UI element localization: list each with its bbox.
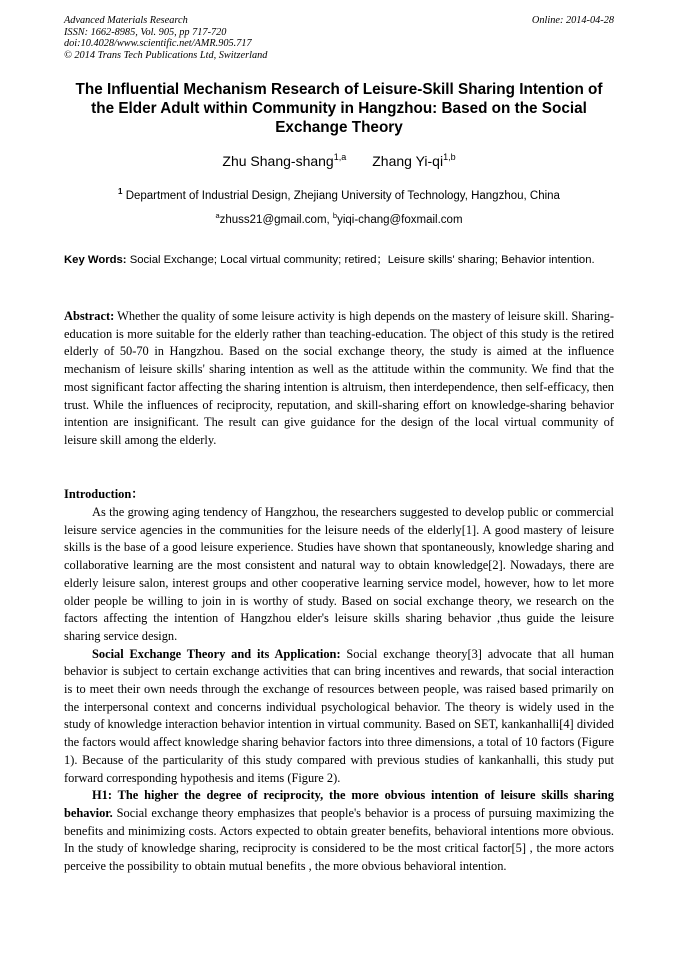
email-b: yiqi-chang@foxmail.com — [337, 214, 463, 226]
author-list — [64, 152, 614, 170]
copyright-line: © 2014 Trans Tech Publications Ltd, Switzerland — [64, 49, 268, 61]
abstract — [64, 308, 614, 450]
paragraph-lead: Social Exchange Theory and its Application: — [92, 646, 341, 661]
introduction-body — [64, 504, 614, 876]
keywords — [64, 252, 614, 269]
paragraph-text: Social exchange theory[3] advocate that all human behavior is subject to certain exchange activities that can bring incentives and rewards, that social interaction is to meet their own needs through the exchange of resources between people, was raised based primarily on the interpersonal context and concerns individual psychological behavior. The theory is widely used in the study of knowledge interaction behavior intention in virtual community. Based on SET, kankanhalli[4] divided the factors would affect knowledge sharing behavior factors into three dimensions, a total of 10 factors (Figure 1). Because of the particularity of this study compared with previous studies of kankanhalli, this study put forward corresponding hypothesis and items (Figure 2). — [64, 646, 614, 785]
keywords-label: Key Words: — [64, 254, 127, 266]
paragraph: As the growing aging tendency of Hangzhou, the researchers suggested to develop public or commercial leisure service agencies in the communities for the leisure needs of the elderly[1]. A good mastery of leisure skills is the base of a good leisure experience. Studies have shown that spontaneously, knowledge sharing and collaborative learning are the most consistent and natural way to obtain knowledge[2]. Nowadays, there are elderly leisure salon, interest groups and other cooperative learning service model, however, how to let more older people be willing to join in is worthy of study. Based on social exchange theory, we research on the factors affecting the intention of Hangzhou elder's leisure skills sharing behavior ,thus guide the leisure sharing service design. — [64, 505, 614, 643]
journal-name: Advanced Materials Research — [64, 15, 188, 26]
affiliation — [64, 189, 614, 204]
author-affil-mark: 1,a — [333, 152, 347, 162]
paragraph — [64, 646, 614, 788]
author-affil-mark: 1,b — [443, 152, 456, 162]
section-heading-introduction: Introduction： — [64, 487, 144, 501]
doi-line: doi:10.4028/www.scientific.net/AMR.905.717 — [64, 38, 252, 50]
keywords-text: Social Exchange; Local virtual community; retired；Leisure skills' sharing; Behavior intention. — [126, 254, 595, 266]
paragraph — [64, 787, 614, 876]
paper-title: The Influential Mechanism Research of Leisure-Skill Sharing Intention of the Elder Adult within Community in Hangzhou: Based on the Social Exchange Theory — [75, 81, 603, 136]
online-date: Online: 2014-04-28 — [531, 15, 614, 26]
email-mark: b — [332, 211, 338, 220]
abstract-label: Abstract: — [64, 309, 115, 323]
author-name: Zhu Shang-shang — [222, 153, 334, 169]
author-name: Zhang Yi-qi — [372, 153, 444, 169]
paragraph-text: Social exchange theory emphasizes that people's behavior is a process of pursuing maximizing the benefits and minimizing costs. Actors expected to obtain greater benefits, behavioral intentions more obvious. In the study of knowledge sharing, reciprocity is considered to be the most critical factor[5] , the more actors perceive the possibility to obtain mutual benefits , the more obvious behavioral intention. — [64, 805, 614, 874]
journal-header — [64, 15, 267, 61]
issn-line: ISSN: 1662-8985, Vol. 905, pp 717-720 — [64, 26, 227, 38]
hypothesis-h1: H1: The higher the degree of reciprocity, the more obvious intention of leisure skills sharing behavior. — [64, 788, 614, 820]
affiliation-mark: 1 — [118, 187, 123, 196]
email-mark: a — [215, 211, 220, 220]
author-emails — [64, 213, 614, 228]
email-a: zhuss21@gmail.com, — [219, 214, 333, 226]
abstract-text: Whether the quality of some leisure activity is high depends on the mastery of leisure skill. Sharing-education is more suitable for the elderly rather than teaching-education. The object of this study is the retired elderly of 50-70 in Hangzhou. Based on the social exchange theory, the study is aimed at the influence mechanism of leisure skills' sharing intention as well as the attitude within the community. We find that the most significant factor affecting the sharing intention is altruism, then interdependence, then self-efficacy, then trust. While the influences of reciprocity, reputation, and skill-sharing effort on knowledge-sharing behavior intention are insignificant. The result can give guidance for the design of the local virtual community of leisure skill among the elderly. — [64, 309, 614, 447]
affiliation-text: Department of Industrial Design, Zhejiang University of Technology, Hangzhou, China — [122, 190, 560, 202]
